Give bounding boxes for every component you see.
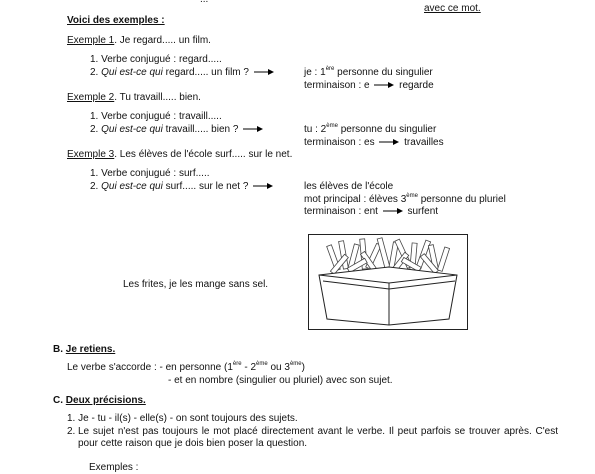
section-c-heading: C. Deux précisions. <box>53 395 146 406</box>
example-3-answer-3: terminaison : ent surfent <box>304 206 439 217</box>
arrow-right-icon <box>383 207 403 215</box>
example-3-sentence: . Les élèves de l'école surf..... sur le net. <box>114 149 293 160</box>
arrow-right-icon <box>253 182 273 190</box>
fries-caption: Les frites, je les mange sans sel. <box>123 279 269 290</box>
example-1-step-1: 1. Verbe conjugué : regard..... <box>90 54 222 65</box>
fries-illustration <box>308 234 468 330</box>
example-1-answer-1: je : 1ère personne du singulier <box>304 65 433 78</box>
examples-partial: Exemples : <box>89 462 139 473</box>
precision-1: 1. Je - tu - il(s) - elle(s) - on sont toujours des sujets. <box>67 413 298 424</box>
arrow-right-icon <box>374 81 394 89</box>
example-3-answer-1: les élèves de l'école <box>304 181 394 192</box>
arrow-right-icon <box>254 68 274 76</box>
example-2-step-1: 1. Verbe conjugué : travaill..... <box>90 111 222 122</box>
example-3-answer-2: mot principal : élèves 3ème personne du pluriel <box>304 192 506 205</box>
qui-est-ce-qui: Qui est-ce qui <box>101 124 163 135</box>
section-b-heading: B. Je retiens. <box>53 344 116 355</box>
rule-line-2: - et en nombre (singulier ou pluriel) avec son sujet. <box>168 375 393 386</box>
example-3-title <box>67 149 292 161</box>
example-1-title <box>67 35 211 47</box>
rule-line-1: Le verbe s'accorde : - en personne (1ère - 2ème ou 3ème) <box>67 360 305 373</box>
example-3-step-1: 1. Verbe conjugué : surf..... <box>90 168 210 179</box>
partial-top-text <box>200 0 208 6</box>
partial-top-right: avec ce mot. <box>424 3 481 14</box>
example-2-answer-2: terminaison : es travailles <box>304 137 444 148</box>
arrow-right-icon <box>243 125 263 133</box>
example-3-step-2: 2. Qui est-ce qui surf..... sur le net ? <box>90 181 275 193</box>
example-1-answer-2: terminaison : e regarde <box>304 80 434 91</box>
example-2-step-2: 2. Qui est-ce qui travaill..... bien ? <box>90 124 265 136</box>
precision-2-text: Le sujet n'est pas toujours le mot placé directement avant le verbe. Il peut parfois se trouver après. C'est pour cette raison que je dois bien poser la question. <box>78 426 558 449</box>
examples-heading: Voici des exemples : <box>67 15 165 26</box>
example-2-answer-1: tu : 2ème personne du singulier <box>304 122 437 135</box>
example-1-sentence: . Je regard..... un film. <box>114 35 211 46</box>
example-1-step-2: 2. Qui est-ce qui regard..... un film ? <box>90 67 276 79</box>
example-2-label: Exemple 2 <box>67 92 115 103</box>
example-1-label: Exemple 1 <box>67 35 115 46</box>
example-3-label: Exemple 3 <box>67 149 115 160</box>
qui-est-ce-qui: Qui est-ce qui <box>101 181 163 192</box>
example-2-sentence: . Tu travaill..... bien. <box>114 92 201 103</box>
precision-2-number: 2. <box>67 426 76 437</box>
arrow-right-icon <box>379 138 399 146</box>
qui-est-ce-qui: Qui est-ce qui <box>101 67 163 78</box>
example-2-title <box>67 92 201 104</box>
fries-drawing <box>309 235 467 329</box>
